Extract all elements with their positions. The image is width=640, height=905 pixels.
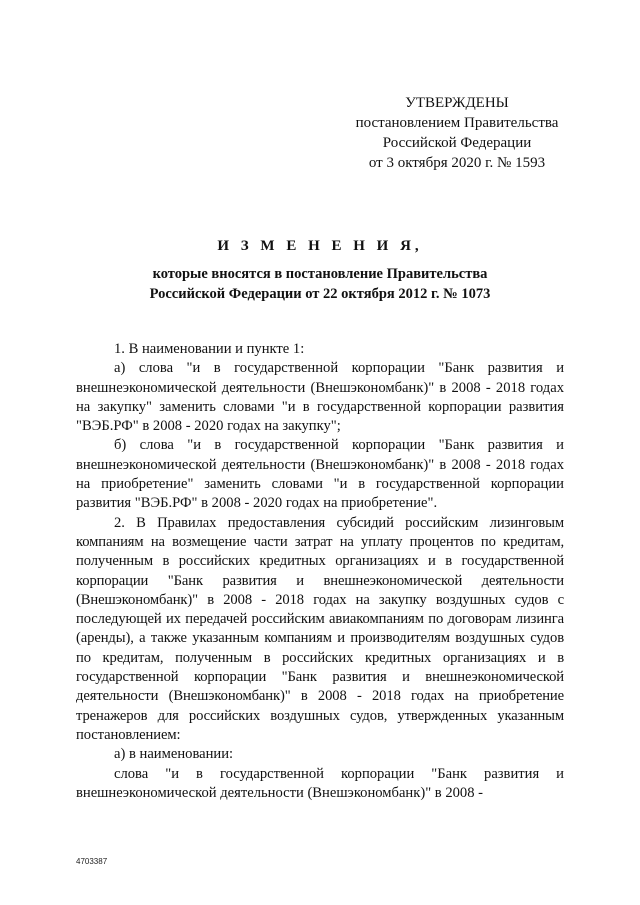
document-number: 4703387 [76, 857, 108, 866]
approval-title: УТВЕРЖДЕНЫ [405, 95, 509, 111]
paragraph-1b: б) слова "и в государственной корпорации "Банк развития и внешнеэкономической деятельности (Внешэкономбанк)" в 2008 - 2018 годах на приобретение" заменить словами "и в государственной корпорации развития "ВЭБ.РФ" в 2008 - 2020 годах на приобретение". [76, 437, 564, 512]
subheading-line-2: Российской Федерации от 22 октября 2012 г. № 1073 [149, 286, 491, 302]
paragraph-1a: а) слова "и в государственной корпорации "Банк развития и внешнеэкономической деятельности (Внешэкономбанк)" в 2008 - 2018 годах на закупку" заменить словами "и в государственной корпорации развития "ВЭБ.РФ" в 2008 - 2020 годах на закупку"; [76, 360, 564, 435]
paragraph-2: 2. В Правилах предоставления субсидий российским лизинговым компаниям на возмещение части затрат на уплату процентов по кредитам, полученным в российских кредитных организациях и в государственной корпорации "Банк развития и внешнеэкономической деятельности (Внешэкономбанк)" в 2008 - 2018 годах на закупку воздушных судов с последующей их передачей российским авиакомпаниям по договорам лизинга (аренды), а также указанным компаниям и производителям воздушных судов по кредитам, полученным в российских кредитных организациях и в государственной корпорации "Банк развития и внешнеэкономической деятельности (Внешэкономбанк)" в 2008 - 2018 годах на приобретение тренажеров для российских воздушных судов, утвержденных указанным постановлением: [76, 514, 564, 743]
approval-line-2: Российской Федерации [382, 135, 532, 151]
document-subheading [76, 264, 564, 304]
document-heading: И З М Е Н Е Н И Я, [217, 238, 423, 254]
subheading-line-1: которые вносятся в постановление Правительства [152, 266, 488, 282]
approval-line-1: постановлением Правительства [355, 115, 559, 131]
approval-block [352, 93, 562, 173]
approval-line-3: от 3 октября 2020 г. № 1593 [368, 155, 546, 171]
document-body [76, 340, 564, 803]
paragraph-2a-text: слова "и в государственной корпорации "Банк развития и внешнеэкономической деятельности (Внешэкономбанк)" в 2008 - [76, 765, 564, 801]
paragraph-2a: а) в наименовании: [114, 746, 234, 763]
paragraph-1: 1. В наименовании и пункте 1: [114, 341, 305, 357]
